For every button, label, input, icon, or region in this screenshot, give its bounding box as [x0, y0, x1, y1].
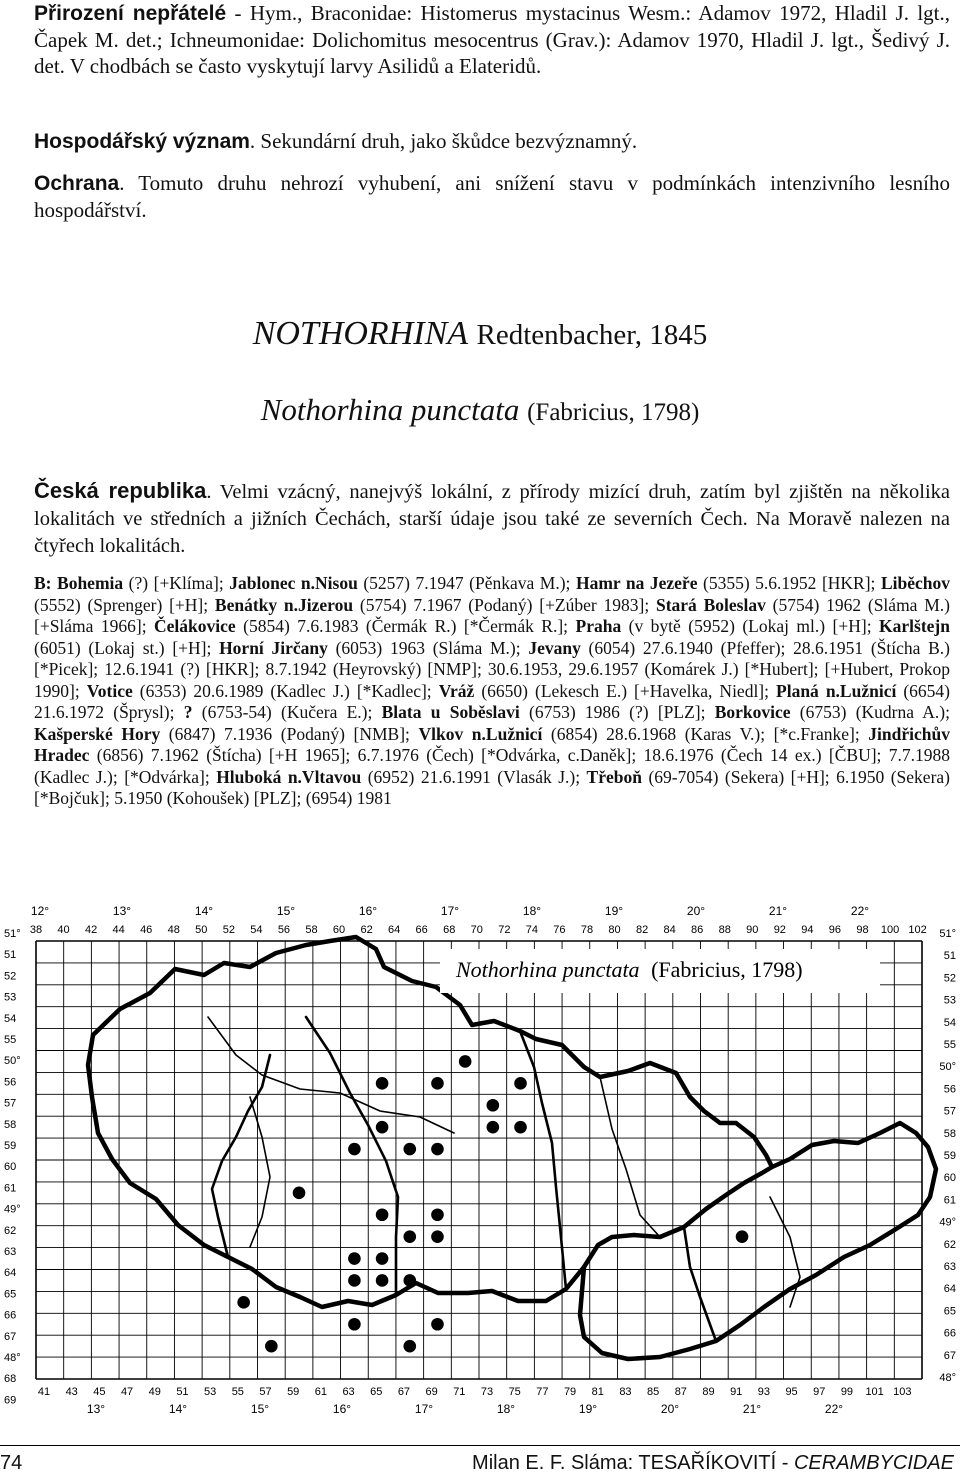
record-dot	[431, 1318, 444, 1331]
map-tick-label: 99	[840, 1386, 854, 1398]
map-tick-label: 51	[4, 949, 17, 962]
map-tick-label: 66	[4, 1309, 17, 1322]
map-tick-label: 15°	[276, 904, 296, 918]
map-tick-label: 13°	[112, 904, 132, 918]
map-tick-label: 61	[943, 1194, 956, 1207]
map-tick-label: 88	[718, 924, 731, 936]
locality-name: Planá n.Lužnicí	[776, 680, 897, 701]
record-text: (6952) 21.6.1991 (Vlasák J.);	[361, 766, 587, 787]
map-tick-label: 90	[746, 924, 759, 936]
map-tick-label: 46	[140, 924, 153, 936]
map-tick-label: 60	[943, 1172, 956, 1185]
map-tick-label: 82	[635, 924, 649, 936]
map-tick-label: 61	[314, 1386, 327, 1398]
locality-name: Stará Boleslav	[655, 594, 766, 615]
record-dot	[403, 1143, 416, 1156]
locality-name: Jevany	[528, 637, 581, 658]
record-text: (6753-54) (Kučera E.);	[192, 702, 382, 722]
map-tick-label: 45	[93, 1386, 106, 1398]
map-tick-label: 101	[865, 1386, 884, 1398]
locality-name: Liběchov	[880, 573, 950, 593]
river-vltava	[250, 1097, 270, 1247]
locality-name: ?	[183, 702, 193, 722]
map-tick-label: 64	[388, 924, 401, 936]
map-tick-label: 14°	[194, 904, 214, 918]
map-tick-label: 17°	[440, 904, 460, 918]
czech-republic-label: Česká republika	[34, 478, 207, 503]
genus-author: Redtenbacher, 1845	[476, 319, 708, 351]
map-tick-label: 74	[525, 924, 539, 936]
map-tick-label: 79	[563, 1386, 577, 1398]
map-tick-label: 58	[305, 924, 318, 936]
record-dot	[376, 1077, 389, 1090]
running-footer	[472, 1452, 954, 1475]
map-tick-label: 61	[4, 1182, 17, 1195]
record-dot	[376, 1121, 389, 1134]
record-text: (?) [+Klíma];	[123, 573, 230, 593]
map-tick-label: 22°	[850, 904, 870, 918]
locality-name: Blata u Soběslavi	[381, 702, 520, 722]
map-tick-label: 49	[148, 1386, 161, 1398]
record-dot	[487, 1121, 500, 1134]
czech-republic-paragraph	[34, 477, 950, 560]
natural-enemies-text: - Hym., Braconidae: Histomerus mystacinus Wesm.: Adamov 1972, Hladil J. lgt., Čapek M. det.; Ichneumonidae: Dolichomitus mesocentrus (Grav.): Adamov 1970, Hladil J. lgt., Šedivý J. det. V chodbách se často vyskytují larvy Asilidů a Elateridů.	[34, 1, 950, 78]
map-tick-label: 41	[37, 1386, 51, 1398]
record-dot	[736, 1230, 749, 1243]
economic-importance-paragraph	[34, 128, 950, 155]
record-dot	[431, 1077, 444, 1090]
region-boundary-west	[212, 1055, 270, 1257]
map-tick-label: 56	[943, 1083, 956, 1096]
record-text: (6051) (Lokaj st.) [+H];	[34, 637, 220, 658]
map-tick-label: 12°	[30, 904, 50, 918]
record-text: (69-7054) (Sekera) [+H]; 6.1950 (Sekera) [*Bojčuk]; 5.1950 (Kohoušek) [PLZ]; (6954) 1981	[34, 766, 950, 808]
map-tick-label: 64	[4, 1267, 17, 1280]
map-tick-label: 21°	[742, 1402, 762, 1416]
map-tick-label: 60	[4, 1161, 17, 1174]
map-tick-label: 20°	[660, 1402, 680, 1416]
record-dot	[265, 1340, 278, 1353]
record-dot	[237, 1296, 250, 1309]
record-dot	[431, 1230, 444, 1243]
map-tick-label: 22°	[824, 1402, 844, 1416]
record-dot	[376, 1274, 389, 1287]
locality-name: Třeboň	[586, 766, 642, 787]
map-tick-label: 55	[4, 1034, 17, 1046]
locality-name: B: Bohemia	[34, 573, 124, 593]
locality-name: Hamr na Jezeře	[575, 573, 698, 593]
record-dot	[348, 1252, 361, 1265]
map-tick-label: 76	[553, 924, 566, 936]
record-text: (5754) 7.1967 (Podaný) [+Zúber 1983];	[353, 594, 656, 615]
map-tick-label: 67	[4, 1330, 17, 1343]
record-dot	[293, 1187, 306, 1200]
map-legend	[455, 957, 803, 982]
record-text: (v bytě (5952) (Lokaj ml.) [+H];	[621, 616, 880, 636]
map-tick-label: 59	[943, 1150, 956, 1162]
record-dot	[403, 1230, 416, 1243]
map-tick-label: 67	[397, 1386, 411, 1398]
map-tick-label: 52	[222, 924, 235, 936]
map-tick-label: 19°	[578, 1402, 598, 1416]
species-heading	[0, 390, 960, 433]
map-tick-label: 92	[773, 924, 786, 936]
map-tick-label: 95	[785, 1386, 798, 1398]
map-tick-label: 51°	[939, 928, 956, 940]
map-tick-label: 68	[443, 924, 456, 936]
map-tick-label: 57	[4, 1097, 17, 1110]
locality-name: Jindřichův Hradec	[34, 723, 950, 765]
record-dot	[431, 1208, 444, 1221]
map-tick-label: 54	[4, 1012, 17, 1025]
map-tick-label: 59	[4, 1140, 17, 1152]
map-tick-label: 72	[498, 924, 511, 936]
map-tick-label: 17°	[414, 1402, 434, 1416]
map-tick-label: 63	[943, 1261, 956, 1273]
record-text: (6856) 7.1962 (Štícha) [+H 1965]; 6.7.1976 (Čech) [*Odvárka, c.Daněk]; 18.6.1976 (Čech 14 ex.) [ČBU]; 7.7.1988 (Kadlec J.); [*Odvárka];	[34, 745, 950, 787]
map-tick-label: 67	[943, 1349, 956, 1362]
map-tick-label: 63	[4, 1246, 17, 1258]
region-boundary-east	[684, 1227, 716, 1341]
natural-enemies-label: Přirození nepřátelé	[34, 2, 227, 25]
map-tick-label: 56	[4, 1076, 17, 1089]
natural-enemies-paragraph	[34, 0, 950, 79]
map-tick-label: 52	[943, 972, 956, 985]
map-tick-label: 54	[943, 1016, 956, 1029]
map-tick-label: 91	[730, 1386, 743, 1398]
map-tick-label: 86	[691, 924, 704, 936]
map-tick-label: 103	[893, 1386, 912, 1398]
protection-label: Ochrana	[34, 172, 120, 195]
locality-name: Benátky n.Jizerou	[214, 594, 354, 615]
map-tick-label: 57	[259, 1386, 272, 1398]
map-tick-label: 87	[674, 1386, 687, 1398]
record-dot	[348, 1318, 361, 1331]
map-tick-label: 94	[801, 924, 814, 936]
map-tick-label: 56	[277, 924, 291, 936]
map-tick-label: 68	[4, 1373, 17, 1386]
map-tick-label: 18°	[496, 1402, 516, 1416]
record-text: (6353) 20.6.1989 (Kadlec J.) [*Kadlec];	[132, 680, 439, 701]
map-tick-label: 18°	[522, 904, 542, 918]
locality-name: Praha	[575, 616, 622, 636]
map-tick-label: 89	[702, 1386, 715, 1398]
locality-name: Vráž	[438, 680, 475, 701]
map-tick-label: 64	[943, 1283, 956, 1296]
records-list	[34, 573, 950, 810]
map-tick-label: 77	[536, 1386, 549, 1398]
map-tick-label: 16°	[358, 904, 378, 918]
map-tick-label: 62	[943, 1238, 956, 1251]
locality-name: Hluboká n.Vltavou	[216, 766, 362, 787]
map-tick-label: 69	[425, 1386, 438, 1398]
record-text: (6054) 27.6.1940 (Pfeffer); 28.6.1951 (Štícha B.) [*Picek]; 12.6.1941 (?) [HKR]; 8.7.1942 (Heyrovský) [NMP]; 30.6.1953, 29.6.1957 (Komárek J.) [*Hubert]; [+Hubert, Prokop 1990];	[34, 637, 950, 701]
record-dot	[348, 1143, 361, 1156]
map-tick-label: 40	[57, 924, 70, 936]
map-tick-label: 52	[4, 970, 17, 983]
map-tick-label: 42	[84, 924, 98, 936]
record-dot	[376, 1252, 389, 1265]
locality-name: Karlštejn	[879, 616, 950, 636]
czech-republic-text: . Velmi vzácný, nanejvýš lokální, z přírody mizící druh, zatím byl zjištěn na několika lokalitách ve středních a jižních Čechách, starší údaje jsou také ze severních Čech. Na Moravě nalezen na čtyřech lokalitách.	[34, 481, 950, 557]
record-dot	[514, 1077, 527, 1090]
map-tick-label: 20°	[686, 904, 706, 918]
map-tick-label: 98	[856, 924, 869, 936]
locality-name: Vlkov n.Lužnicí	[418, 723, 543, 744]
record-dot	[403, 1274, 416, 1287]
map-tick-label: 60	[332, 924, 346, 936]
map-tick-label: 57	[943, 1105, 956, 1118]
map-tick-label: 43	[65, 1386, 78, 1398]
footer-family: CERAMBYCIDAE	[793, 1452, 954, 1474]
map-tick-label: 50	[195, 924, 208, 936]
map-tick-label: 83	[619, 1386, 632, 1398]
map-tick-label: 48°	[4, 1352, 21, 1364]
record-text: (6753) 1986 (?) [PLZ];	[519, 702, 715, 722]
locality-name: Čelákovice	[154, 616, 236, 636]
map-tick-label: 55	[943, 1039, 956, 1051]
map-tick-label: 102	[908, 924, 927, 936]
map-tick-label: 81	[591, 1386, 604, 1398]
map-tick-label: 54	[250, 924, 263, 936]
record-dot	[348, 1274, 361, 1287]
footer-rule	[0, 1445, 960, 1446]
map-tick-label: 19°	[604, 904, 624, 918]
map-tick-label: 58	[4, 1118, 17, 1131]
protection-paragraph	[34, 170, 950, 223]
record-text: (5854) 7.6.1983 (Čermák R.) [*Čermák R.];	[235, 616, 576, 636]
map-tick-label: 66	[415, 924, 428, 936]
record-dot	[459, 1055, 472, 1068]
record-text: (5552) (Sprenger) [+H];	[34, 594, 215, 615]
locality-name: Jablonec n.Nisou	[229, 573, 358, 593]
map-tick-label: 66	[943, 1327, 956, 1340]
map-tick-label: 53	[204, 1386, 217, 1398]
map-tick-label: 71	[453, 1386, 466, 1398]
map-tick-label: 53	[4, 991, 17, 1004]
map-tick-label: 80	[608, 924, 621, 936]
economic-importance-label: Hospodářský význam	[34, 130, 250, 153]
map-tick-label: 51	[176, 1386, 189, 1398]
map-tick-label: 100	[880, 924, 900, 936]
map-tick-label: 14°	[168, 1402, 188, 1416]
map-tick-label: 50°	[4, 1055, 21, 1068]
map-borders	[88, 937, 936, 1359]
map-tick-label: 93	[757, 1386, 770, 1398]
map-tick-label: 47	[120, 1386, 134, 1398]
record-dot	[431, 1143, 444, 1156]
record-dot	[403, 1340, 416, 1353]
map-tick-label: 50°	[939, 1061, 956, 1074]
record-text: (5355) 5.6.1952 [HKR];	[697, 573, 881, 593]
map-tick-label: 65	[943, 1305, 956, 1318]
economic-importance-text: . Sekundární druh, jako škůdce bezvýznamný.	[249, 129, 638, 153]
map-tick-label: 21°	[768, 904, 788, 918]
record-text: (5754) 1962 (Sláma M.) [+Sláma 1966];	[34, 594, 951, 636]
map-legend-name: Nothorhina punctata	[456, 957, 640, 982]
map-tick-label: 70	[470, 924, 483, 936]
map-tick-label: 51	[943, 950, 956, 963]
map-tick-label: 84	[663, 924, 676, 936]
map-tick-label: 16°	[332, 1402, 352, 1416]
record-text: (6654) 21.6.1972 (Šprysl);	[34, 680, 950, 722]
map-tick-label: 48°	[939, 1372, 956, 1384]
map-tick-label: 73	[480, 1386, 494, 1398]
map-tick-label: 15°	[250, 1402, 270, 1416]
page-number: 74	[0, 1452, 23, 1474]
species-author: (Fabricius, 1798)	[527, 399, 700, 426]
protection-text: . Tomuto druhu nehrozí vyhubení, ani snížení stavu v podmínkách intenzivního lesního hospodářství.	[34, 171, 950, 222]
record-text: (6650) (Lekesch E.) [+Havelka, Niedl];	[474, 680, 777, 701]
record-dot	[514, 1121, 527, 1134]
map-tick-label: 96	[828, 924, 842, 936]
record-dot	[487, 1099, 500, 1112]
map-tick-label: 65	[370, 1386, 383, 1398]
genus-name: NOTHORHINA	[252, 315, 469, 352]
distribution-map	[0, 897, 960, 1437]
locality-name: Votice	[86, 680, 133, 701]
record-text: (6854) 28.6.1968 (Karas V.); [*c.Franke];	[542, 723, 869, 744]
map-tick-label: 38	[29, 924, 43, 936]
slovakia-border	[580, 1123, 936, 1359]
map-tick-label: 58	[943, 1127, 956, 1140]
map-tick-label: 51°	[4, 928, 21, 940]
map-tick-label: 97	[813, 1386, 826, 1398]
record-text: (6053) 1963 (Sláma M.);	[327, 637, 529, 658]
map-tick-label: 48	[167, 924, 180, 936]
map-tick-label: 75	[508, 1386, 521, 1398]
map-tick-label: 53	[943, 994, 956, 1007]
map-tick-label: 49°	[4, 1203, 21, 1216]
locality-name: Horní Jirčany	[219, 637, 328, 658]
species-name: Nothorhina punctata	[260, 392, 520, 427]
locality-name: Borkovice	[714, 702, 791, 722]
river-morava	[600, 1077, 660, 1237]
footer-author: Milan E. F. Sláma: TESAŘÍKOVITÍ -	[472, 1452, 794, 1474]
map-tick-label: 62	[4, 1224, 17, 1237]
locality-name: Kašperské Hory	[34, 723, 161, 744]
map-tick-label: 63	[342, 1386, 355, 1398]
map-tick-label: 69	[4, 1394, 17, 1407]
record-text: (5257) 7.1947 (Pěnkava M.);	[357, 573, 576, 593]
record-dot	[376, 1208, 389, 1221]
map-tick-label: 85	[647, 1386, 660, 1398]
map-tick-label: 49°	[939, 1216, 956, 1229]
map-tick-label: 65	[4, 1288, 17, 1301]
map-legend-author: (Fabricius, 1798)	[651, 957, 803, 982]
map-tick-label: 55	[231, 1386, 244, 1398]
record-text: (6753) (Kudrna A.);	[790, 702, 950, 722]
map-tick-label: 78	[580, 924, 594, 936]
record-text: (6847) 7.1936 (Podaný) [NMB];	[160, 723, 419, 744]
map-tick-label: 44	[112, 924, 125, 936]
map-tick-label: 62	[360, 924, 373, 936]
genus-heading	[0, 312, 960, 357]
map-tick-label: 59	[287, 1386, 300, 1398]
map-tick-label: 13°	[86, 1402, 106, 1416]
